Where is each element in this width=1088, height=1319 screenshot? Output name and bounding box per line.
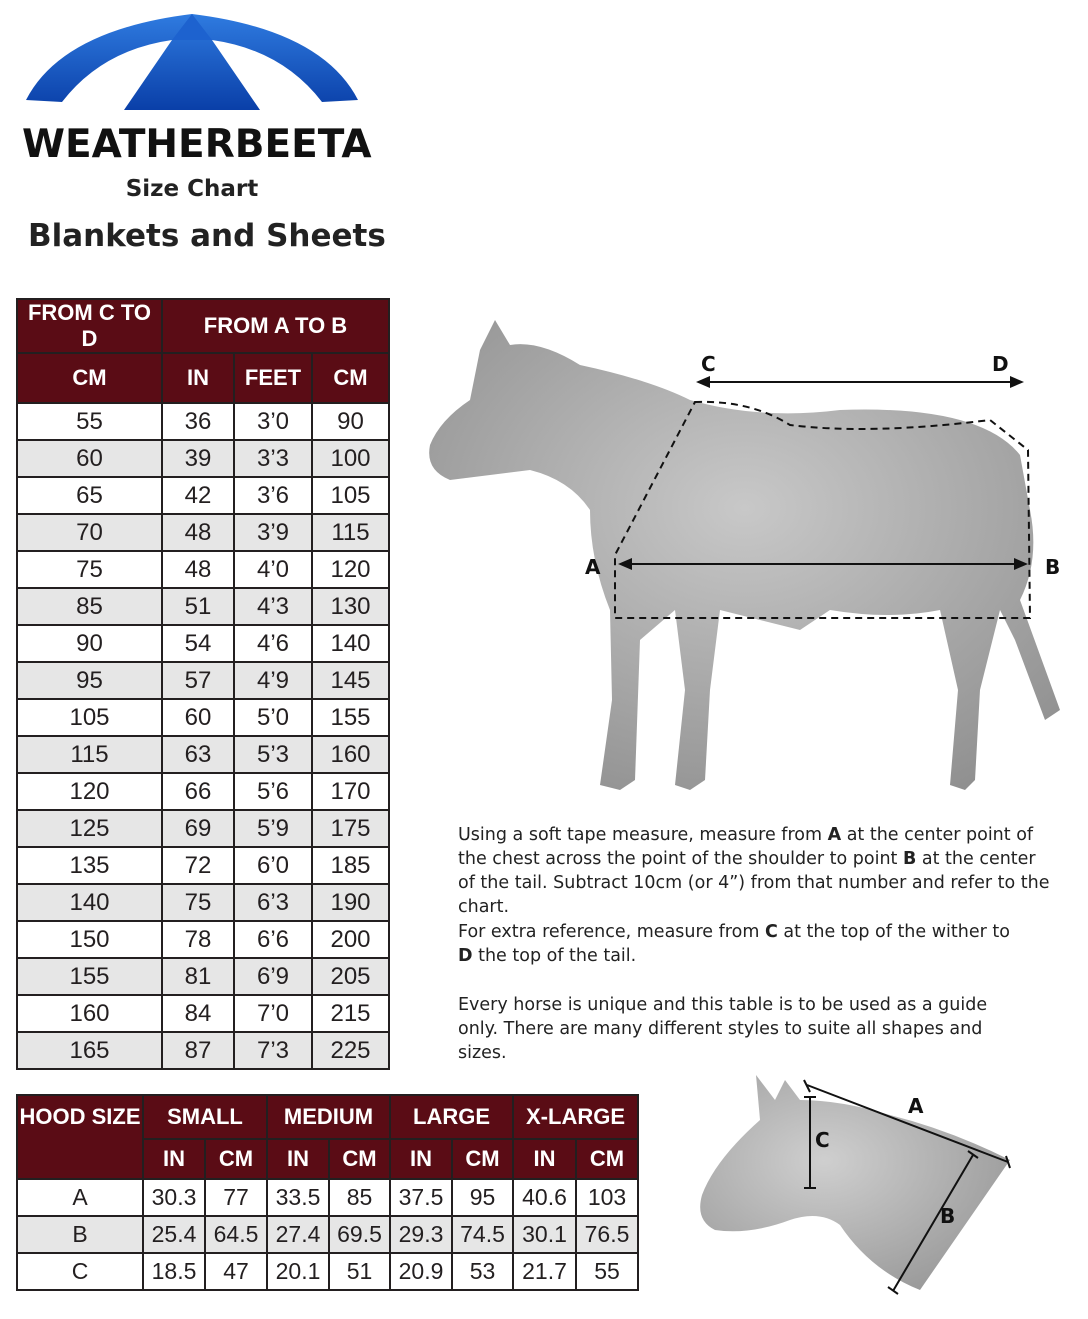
table-cell: 103 <box>576 1179 638 1216</box>
table-cell: 160 <box>17 995 162 1032</box>
table-cell: 3’0 <box>234 403 312 440</box>
hood-size-table <box>16 1094 639 1291</box>
unit-in: IN <box>267 1139 329 1179</box>
table-cell: 57 <box>162 662 234 699</box>
umbrella-logo-icon <box>22 10 362 120</box>
table-row <box>17 773 389 810</box>
table-cell: 105 <box>17 699 162 736</box>
table-cell: 215 <box>312 995 389 1032</box>
table-cell: 6’6 <box>234 921 312 958</box>
table-cell: 18.5 <box>143 1253 205 1290</box>
table-cell: 51 <box>329 1253 390 1290</box>
brand-logo <box>22 10 372 202</box>
row-label: C <box>17 1253 143 1290</box>
table-cell: 190 <box>312 884 389 921</box>
unit-cm: CM <box>576 1139 638 1179</box>
instruction-paragraph-2: For extra reference, measure from C at the top of the wither to D the top of the tail. <box>458 922 1010 966</box>
table-row <box>17 477 389 514</box>
table-cell: 120 <box>17 773 162 810</box>
table-cell: 53 <box>452 1253 513 1290</box>
table-cell: 175 <box>312 810 389 847</box>
table-cell: 4’3 <box>234 588 312 625</box>
section-title: Blankets and Sheets <box>28 218 386 254</box>
hood-size-label: HOOD SIZE <box>17 1095 143 1179</box>
horse-head-icon <box>690 1060 1070 1310</box>
unit-in: IN <box>143 1139 205 1179</box>
table-cell: 78 <box>162 921 234 958</box>
table-cell: 6’9 <box>234 958 312 995</box>
table-row <box>17 588 389 625</box>
table-cell: 77 <box>205 1179 267 1216</box>
table-cell: 69 <box>162 810 234 847</box>
table-cell: 120 <box>312 551 389 588</box>
table-cell: 115 <box>17 736 162 773</box>
table-cell: 155 <box>312 699 389 736</box>
table-cell: 5’3 <box>234 736 312 773</box>
table-cell: 7’3 <box>234 1032 312 1069</box>
table-cell: 48 <box>162 514 234 551</box>
blanket-size-table <box>16 298 390 1070</box>
table-cell: 29.3 <box>390 1216 452 1253</box>
table-cell: 74.5 <box>452 1216 513 1253</box>
label-b: B <box>1045 555 1061 579</box>
table-cell: 85 <box>17 588 162 625</box>
table-cell: 5’6 <box>234 773 312 810</box>
table-cell: 20.1 <box>267 1253 329 1290</box>
table-cell: 75 <box>17 551 162 588</box>
subheader-in: IN <box>162 353 234 403</box>
table-cell: 160 <box>312 736 389 773</box>
instruction-paragraph-1: Using a soft tape measure, measure from A at the center point of the chest across the point of the shoulder to point B at the center of the tail. Subtract 10cm (or 4”) from that number and refer to the chart. <box>458 825 1050 917</box>
unit-in: IN <box>513 1139 576 1179</box>
table-cell: 3’9 <box>234 514 312 551</box>
table-row <box>17 995 389 1032</box>
hood-size-xlarge: X-LARGE <box>513 1095 638 1139</box>
table-cell: 225 <box>312 1032 389 1069</box>
instruction-paragraph-3: Every horse is unique and this table is to be used as a guide only. There are many different styles to suite all shapes and sizes. <box>458 995 988 1063</box>
header-a-to-b: FROM A TO B <box>162 299 389 353</box>
table-cell: 37.5 <box>390 1179 452 1216</box>
table-cell: 20.9 <box>390 1253 452 1290</box>
table-cell: 3’3 <box>234 440 312 477</box>
table-cell: 135 <box>17 847 162 884</box>
table-cell: 66 <box>162 773 234 810</box>
table-cell: 200 <box>312 921 389 958</box>
hood-size-medium: MEDIUM <box>267 1095 390 1139</box>
unit-in: IN <box>390 1139 452 1179</box>
table-cell: 84 <box>162 995 234 1032</box>
chart-subtitle: Size Chart <box>125 176 259 202</box>
table-cell: 60 <box>17 440 162 477</box>
table-row <box>17 884 389 921</box>
table-cell: 64.5 <box>205 1216 267 1253</box>
table-row <box>17 1253 638 1290</box>
table-cell: 6’0 <box>234 847 312 884</box>
unit-cm: CM <box>329 1139 390 1179</box>
table-cell: 4’6 <box>234 625 312 662</box>
table-cell: 90 <box>312 403 389 440</box>
head-label-b: B <box>940 1204 956 1228</box>
unit-cm: CM <box>205 1139 267 1179</box>
table-cell: 65 <box>17 477 162 514</box>
table-cell: 21.7 <box>513 1253 576 1290</box>
label-d: D <box>992 352 1009 376</box>
table-cell: 205 <box>312 958 389 995</box>
table-cell: 69.5 <box>329 1216 390 1253</box>
table-cell: 5’0 <box>234 699 312 736</box>
table-cell: 30.1 <box>513 1216 576 1253</box>
table-cell: 76.5 <box>576 1216 638 1253</box>
table-cell: 140 <box>17 884 162 921</box>
table-cell: 145 <box>312 662 389 699</box>
table-cell: 100 <box>312 440 389 477</box>
label-a: A <box>585 555 601 579</box>
table-row <box>17 625 389 662</box>
row-label: B <box>17 1216 143 1253</box>
blanket-size-rows <box>17 403 389 1069</box>
table-row <box>17 662 389 699</box>
table-cell: 125 <box>17 810 162 847</box>
table-cell: 165 <box>17 1032 162 1069</box>
table-cell: 33.5 <box>267 1179 329 1216</box>
table-cell: 54 <box>162 625 234 662</box>
table-cell: 155 <box>17 958 162 995</box>
hood-size-large: LARGE <box>390 1095 513 1139</box>
table-row <box>17 514 389 551</box>
table-cell: 115 <box>312 514 389 551</box>
table-cell: 185 <box>312 847 389 884</box>
table-row <box>17 1216 638 1253</box>
table-row <box>17 958 389 995</box>
table-cell: 90 <box>17 625 162 662</box>
table-cell: 170 <box>312 773 389 810</box>
hood-size-rows <box>17 1179 638 1290</box>
table-cell: 95 <box>452 1179 513 1216</box>
subheader-cm-ab: CM <box>312 353 389 403</box>
table-cell: 72 <box>162 847 234 884</box>
table-cell: 75 <box>162 884 234 921</box>
table-cell: 27.4 <box>267 1216 329 1253</box>
table-row <box>17 736 389 773</box>
table-row <box>17 403 389 440</box>
table-cell: 60 <box>162 699 234 736</box>
table-cell: 30.3 <box>143 1179 205 1216</box>
head-label-a: A <box>908 1094 924 1118</box>
table-row <box>17 1032 389 1069</box>
row-label: A <box>17 1179 143 1216</box>
table-row <box>17 551 389 588</box>
head-label-c: C <box>815 1128 830 1152</box>
table-cell: 105 <box>312 477 389 514</box>
table-row <box>17 699 389 736</box>
table-cell: 140 <box>312 625 389 662</box>
table-row <box>17 921 389 958</box>
table-cell: 4’0 <box>234 551 312 588</box>
table-cell: 48 <box>162 551 234 588</box>
table-cell: 7’0 <box>234 995 312 1032</box>
table-cell: 6’3 <box>234 884 312 921</box>
table-cell: 39 <box>162 440 234 477</box>
table-cell: 3’6 <box>234 477 312 514</box>
table-row <box>17 1179 638 1216</box>
table-row <box>17 810 389 847</box>
table-cell: 51 <box>162 588 234 625</box>
horse-body-diagram <box>420 310 1080 815</box>
table-cell: 95 <box>17 662 162 699</box>
table-cell: 130 <box>312 588 389 625</box>
hood-size-small: SMALL <box>143 1095 267 1139</box>
table-cell: 42 <box>162 477 234 514</box>
table-cell: 55 <box>576 1253 638 1290</box>
table-cell: 4’9 <box>234 662 312 699</box>
table-cell: 40.6 <box>513 1179 576 1216</box>
brand-name: WEATHERBEETA <box>22 122 372 167</box>
table-cell: 150 <box>17 921 162 958</box>
table-cell: 47 <box>205 1253 267 1290</box>
table-row <box>17 440 389 477</box>
horse-head-diagram <box>690 1060 1070 1315</box>
unit-cm: CM <box>452 1139 513 1179</box>
header-c-to-d: FROM C TO D <box>17 299 162 353</box>
table-cell: 55 <box>17 403 162 440</box>
table-cell: 36 <box>162 403 234 440</box>
table-cell: 87 <box>162 1032 234 1069</box>
table-cell: 85 <box>329 1179 390 1216</box>
table-cell: 70 <box>17 514 162 551</box>
label-c: C <box>701 352 716 376</box>
table-cell: 63 <box>162 736 234 773</box>
table-cell: 5’9 <box>234 810 312 847</box>
table-row <box>17 847 389 884</box>
subheader-feet: FEET <box>234 353 312 403</box>
horse-silhouette-icon <box>420 310 1080 810</box>
table-cell: 81 <box>162 958 234 995</box>
subheader-cm-cd: CM <box>17 353 162 403</box>
table-cell: 25.4 <box>143 1216 205 1253</box>
